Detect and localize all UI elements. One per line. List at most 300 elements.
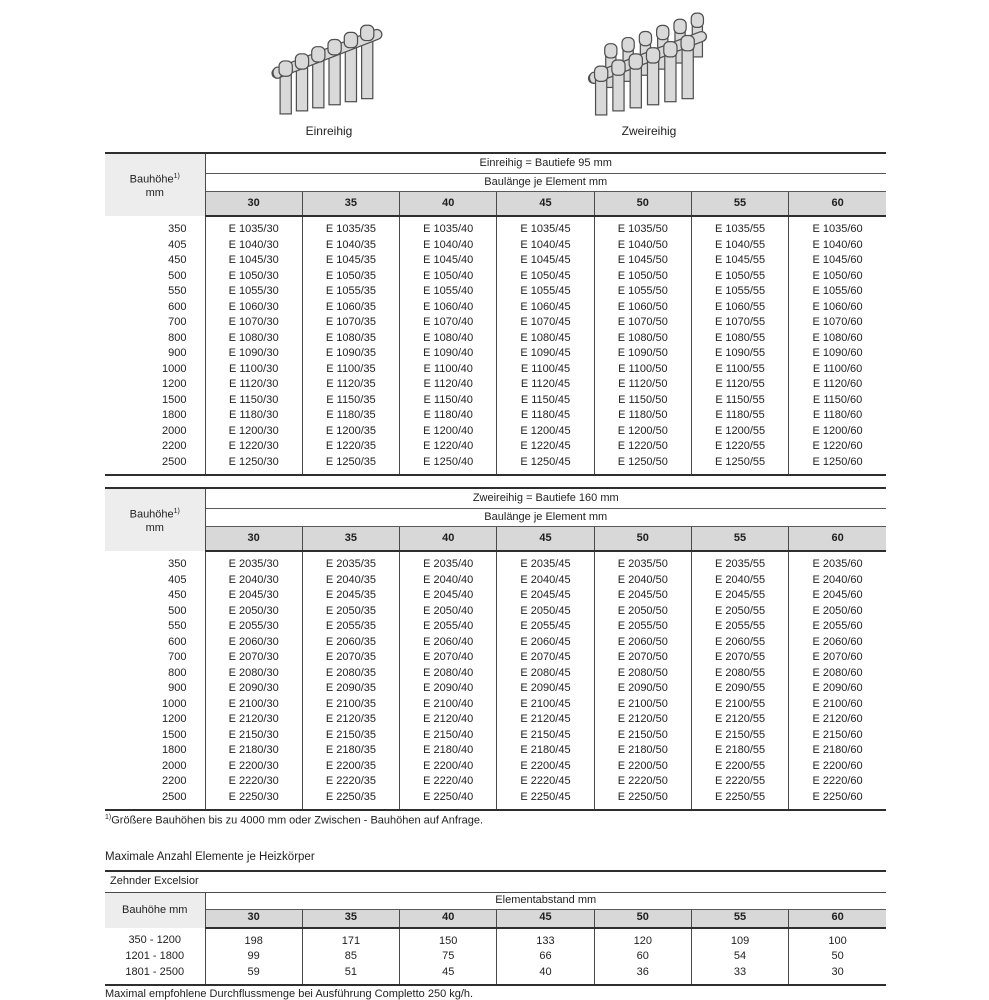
value-cell: 36 [594, 965, 691, 986]
table-title: Einreihig = Bautiefe 95 mm [205, 153, 886, 174]
row-height-label: 800 [168, 666, 187, 679]
value-cell: E 2220/50 [594, 774, 691, 790]
value-cell: E 2040/55 [691, 573, 788, 589]
zweireihig-table [105, 487, 886, 811]
value-cell: E 1220/45 [497, 439, 594, 455]
value-cell: E 1045/30 [205, 253, 302, 269]
row-height-label: 1500 [162, 393, 187, 406]
value-cell: E 1055/45 [497, 284, 594, 300]
row-height-label: 2500 [162, 790, 187, 803]
value-cell: E 1250/35 [302, 455, 399, 476]
footnote-text: Größere Bauhöhen bis zu 4000 mm oder Zwischen - Bauhöhen auf Anfrage. [111, 814, 484, 827]
row-height-label: 800 [168, 331, 187, 344]
bauhoehe-label: Bauhöhe [129, 173, 174, 186]
value-cell: E 1035/55 [691, 216, 788, 238]
value-cell: E 2070/35 [302, 650, 399, 666]
value-cell: E 2035/55 [691, 551, 788, 573]
row-height-label: 1200 [162, 378, 187, 390]
footnote-marker: 1) [173, 507, 180, 515]
column-header: 35 [302, 192, 399, 217]
value-cell: E 1035/30 [205, 216, 302, 238]
value-cell: E 2220/60 [789, 774, 886, 790]
value-cell: E 2150/40 [400, 728, 497, 744]
footnote [105, 814, 886, 827]
value-cell: E 2200/40 [400, 759, 497, 775]
table-row [105, 424, 886, 440]
value-cell: 33 [691, 965, 788, 986]
value-cell: E 1080/35 [302, 331, 399, 347]
value-cell: 51 [302, 965, 399, 986]
value-cell: E 2200/45 [497, 759, 594, 775]
value-cell: E 1090/60 [789, 346, 886, 362]
value-cell: E 1045/35 [302, 253, 399, 269]
value-cell: E 1080/40 [400, 331, 497, 347]
table-row [105, 928, 886, 950]
value-cell: E 1070/30 [205, 315, 302, 331]
value-cell: E 1080/60 [789, 331, 886, 347]
table-row [105, 408, 886, 424]
value-cell: E 1150/60 [789, 393, 886, 409]
column-header: 30 [205, 909, 302, 928]
value-cell: E 2100/55 [691, 697, 788, 713]
value-cell: 99 [205, 949, 302, 965]
value-cell: E 2150/45 [497, 728, 594, 744]
value-cell: E 1040/30 [205, 238, 302, 254]
value-cell: E 2050/45 [497, 604, 594, 620]
value-cell: E 1055/50 [594, 284, 691, 300]
value-cell: E 2200/55 [691, 759, 788, 775]
column-header-row [105, 192, 886, 217]
value-cell: 133 [497, 928, 594, 950]
value-cell: E 1070/45 [497, 315, 594, 331]
value-cell: E 1200/40 [400, 424, 497, 440]
row-height-label: 450 [168, 254, 187, 266]
value-cell: E 2150/30 [205, 728, 302, 744]
value-cell: E 2120/30 [205, 712, 302, 728]
row-height-label: 2500 [162, 455, 187, 468]
value-cell: E 1200/55 [691, 424, 788, 440]
bauhoehe-corner-cell [105, 488, 205, 551]
value-cell: E 1045/45 [497, 253, 594, 269]
row-height-label: 350 - 1200 [128, 934, 182, 947]
value-cell: E 1090/50 [594, 346, 691, 362]
row-height-label: 2200 [162, 775, 187, 787]
value-cell: E 1180/55 [691, 408, 788, 424]
column-header: 45 [497, 192, 594, 217]
value-cell: E 1150/30 [205, 393, 302, 409]
value-cell: E 2050/30 [205, 604, 302, 620]
table-row [105, 551, 886, 573]
value-cell: E 2040/35 [302, 573, 399, 589]
table-row [105, 253, 886, 269]
value-cell: E 1150/35 [302, 393, 399, 409]
value-cell: E 2060/60 [789, 635, 886, 651]
value-cell: E 1150/40 [400, 393, 497, 409]
value-cell: 198 [205, 928, 302, 950]
value-cell: E 2120/35 [302, 712, 399, 728]
flow-note: Maximal empfohlene Durchflussmenge bei Ausführung Completto 250 kg/h. [105, 988, 474, 1000]
value-cell: E 1040/35 [302, 238, 399, 254]
value-cell: E 2120/55 [691, 712, 788, 728]
value-cell: E 2090/30 [205, 681, 302, 697]
table-row [105, 377, 886, 393]
single-row-label: Einreihig [305, 124, 353, 138]
double-row-radiator-icon [583, 5, 715, 118]
value-cell: 45 [400, 965, 497, 986]
value-cell: E 1250/60 [789, 455, 886, 476]
row-height-label: 600 [168, 635, 187, 648]
value-cell: E 2250/50 [594, 790, 691, 811]
value-cell: E 1090/30 [205, 346, 302, 362]
einreihig-table [105, 152, 886, 476]
column-header: 35 [302, 909, 399, 928]
value-cell: E 2080/50 [594, 666, 691, 682]
value-cell: E 1040/55 [691, 238, 788, 254]
value-cell: E 2250/30 [205, 790, 302, 811]
value-cell: E 2040/50 [594, 573, 691, 589]
table-row [105, 331, 886, 347]
bauhoehe-unit: mm [145, 187, 164, 200]
value-cell: E 2055/45 [497, 619, 594, 635]
value-cell: E 1070/35 [302, 315, 399, 331]
value-cell: E 2050/40 [400, 604, 497, 620]
value-cell: E 2100/45 [497, 697, 594, 713]
value-cell: E 2070/50 [594, 650, 691, 666]
value-cell: E 1100/50 [594, 362, 691, 378]
value-cell: E 2220/45 [497, 774, 594, 790]
table-row [105, 269, 886, 285]
bauhoehe-unit: mm [145, 522, 164, 535]
table-row [105, 439, 886, 455]
table-row [105, 216, 886, 238]
table-row [105, 455, 886, 476]
value-cell: E 1060/50 [594, 300, 691, 316]
value-cell: E 2050/50 [594, 604, 691, 620]
max-elements-table-body [105, 928, 886, 986]
value-cell: E 1200/35 [302, 424, 399, 440]
value-cell: E 2100/60 [789, 697, 886, 713]
value-cell: E 1180/60 [789, 408, 886, 424]
column-header: 35 [302, 527, 399, 552]
value-cell: E 2080/40 [400, 666, 497, 682]
column-header: 40 [400, 527, 497, 552]
section-heading: Maximale Anzahl Elemente je Heizkörper [105, 850, 315, 863]
value-cell: E 1180/40 [400, 408, 497, 424]
table-row [105, 619, 886, 635]
value-cell: E 1090/55 [691, 346, 788, 362]
value-cell: E 2180/50 [594, 743, 691, 759]
row-height-label: 500 [168, 604, 187, 617]
column-header: 60 [789, 192, 886, 217]
value-cell: E 2040/60 [789, 573, 886, 589]
value-cell: E 1050/35 [302, 269, 399, 285]
bauhoehe-corner-cell [105, 153, 205, 216]
value-cell: E 1150/55 [691, 393, 788, 409]
value-cell: E 2090/40 [400, 681, 497, 697]
value-cell: 75 [400, 949, 497, 965]
table-row [105, 588, 886, 604]
value-cell: E 2200/60 [789, 759, 886, 775]
table-row [105, 743, 886, 759]
value-cell: 100 [789, 928, 886, 950]
value-cell: E 2040/45 [497, 573, 594, 589]
value-cell: E 2045/50 [594, 588, 691, 604]
value-cell: E 2120/50 [594, 712, 691, 728]
value-cell: E 2080/60 [789, 666, 886, 682]
table-row [105, 635, 886, 651]
value-cell: E 1200/50 [594, 424, 691, 440]
value-cell: E 2060/55 [691, 635, 788, 651]
datasheet-page [105, 0, 886, 1000]
single-row-radiator-icon [263, 10, 395, 118]
value-cell: E 1050/60 [789, 269, 886, 285]
value-cell: 109 [691, 928, 788, 950]
value-cell: E 1220/55 [691, 439, 788, 455]
value-cell: E 2200/50 [594, 759, 691, 775]
value-cell: E 2070/40 [400, 650, 497, 666]
value-cell: E 1220/40 [400, 439, 497, 455]
value-cell: E 2100/50 [594, 697, 691, 713]
value-cell: E 2055/50 [594, 619, 691, 635]
value-cell: E 2180/30 [205, 743, 302, 759]
value-cell: E 2220/30 [205, 774, 302, 790]
row-height-label: 450 [168, 589, 187, 601]
value-cell: E 2250/35 [302, 790, 399, 811]
value-cell: E 1070/50 [594, 315, 691, 331]
value-cell: E 2120/45 [497, 712, 594, 728]
value-cell: E 2120/40 [400, 712, 497, 728]
row-height-label: 2000 [162, 424, 187, 437]
value-cell: E 1035/35 [302, 216, 399, 238]
value-cell: E 1200/60 [789, 424, 886, 440]
value-cell: E 1050/55 [691, 269, 788, 285]
value-cell: E 2090/60 [789, 681, 886, 697]
column-header: 30 [205, 527, 302, 552]
value-cell: E 2120/60 [789, 712, 886, 728]
value-cell: 66 [497, 949, 594, 965]
value-cell: E 1120/35 [302, 377, 399, 393]
row-height-label: 1801 - 2500 [125, 965, 185, 978]
value-cell: E 1045/55 [691, 253, 788, 269]
value-cell: E 2150/55 [691, 728, 788, 744]
value-cell: E 1250/40 [400, 455, 497, 476]
table-row [105, 759, 886, 775]
value-cell: E 1100/60 [789, 362, 886, 378]
row-height-label: 405 [168, 238, 187, 251]
value-cell: E 1055/55 [691, 284, 788, 300]
value-cell: E 2090/50 [594, 681, 691, 697]
row-height-label: 1200 [162, 713, 187, 725]
column-header: 55 [691, 909, 788, 928]
einreihig-table-body [105, 216, 886, 475]
value-cell: E 2045/60 [789, 588, 886, 604]
column-header: 50 [594, 909, 691, 928]
value-cell: E 1100/40 [400, 362, 497, 378]
value-cell: E 1040/60 [789, 238, 886, 254]
single-row-diagram [263, 10, 395, 138]
value-cell: E 2055/40 [400, 619, 497, 635]
value-cell: E 2070/60 [789, 650, 886, 666]
value-cell: E 1055/40 [400, 284, 497, 300]
value-cell: E 2050/35 [302, 604, 399, 620]
value-cell: E 1050/45 [497, 269, 594, 285]
value-cell: E 1200/45 [497, 424, 594, 440]
value-cell: 150 [400, 928, 497, 950]
value-cell: E 2250/55 [691, 790, 788, 811]
row-height-label: 900 [168, 682, 187, 694]
value-cell: E 1040/50 [594, 238, 691, 254]
row-height-label: 1800 [162, 409, 187, 421]
column-header: 30 [205, 192, 302, 217]
value-cell: E 1080/50 [594, 331, 691, 347]
row-height-label: 900 [168, 347, 187, 359]
value-cell: E 1070/60 [789, 315, 886, 331]
table-row [105, 238, 886, 254]
column-header: 55 [691, 527, 788, 552]
value-cell: E 1220/35 [302, 439, 399, 455]
value-cell: E 1180/35 [302, 408, 399, 424]
value-cell: E 1120/60 [789, 377, 886, 393]
value-cell: E 2060/45 [497, 635, 594, 651]
value-cell: 59 [205, 965, 302, 986]
value-cell: E 2180/45 [497, 743, 594, 759]
value-cell: E 2035/50 [594, 551, 691, 573]
table-row [105, 949, 886, 965]
value-cell: E 1090/35 [302, 346, 399, 362]
value-cell: E 2070/45 [497, 650, 594, 666]
table-row [105, 346, 886, 362]
value-cell: E 1100/35 [302, 362, 399, 378]
value-cell: E 1055/35 [302, 284, 399, 300]
footnote-marker: 1) [105, 814, 112, 821]
column-header: 55 [691, 192, 788, 217]
table-row [105, 728, 886, 744]
value-cell: E 2200/30 [205, 759, 302, 775]
value-cell: E 2150/60 [789, 728, 886, 744]
table-row [105, 604, 886, 620]
value-cell: E 1045/40 [400, 253, 497, 269]
value-cell: E 2220/35 [302, 774, 399, 790]
value-cell: E 1035/40 [400, 216, 497, 238]
value-cell: E 2045/30 [205, 588, 302, 604]
value-cell: E 1220/30 [205, 439, 302, 455]
column-header-row [105, 527, 886, 552]
double-row-label: Zweireihig [621, 124, 677, 138]
value-cell: 60 [594, 949, 691, 965]
column-header: 60 [789, 527, 886, 552]
row-height-label: 2200 [162, 440, 187, 452]
row-height-label: 700 [168, 316, 187, 328]
table-row [105, 573, 886, 589]
value-cell: E 2040/40 [400, 573, 497, 589]
value-cell: E 2040/30 [205, 573, 302, 589]
value-cell: E 1120/50 [594, 377, 691, 393]
value-cell: E 2080/30 [205, 666, 302, 682]
value-cell: E 2090/45 [497, 681, 594, 697]
value-cell: E 2055/60 [789, 619, 886, 635]
value-cell: E 2060/35 [302, 635, 399, 651]
value-cell: E 1035/45 [497, 216, 594, 238]
column-header: 45 [497, 909, 594, 928]
value-cell: E 2060/40 [400, 635, 497, 651]
value-cell: E 2090/35 [302, 681, 399, 697]
value-cell: E 1050/30 [205, 269, 302, 285]
table-row [105, 362, 886, 378]
value-cell: E 1120/55 [691, 377, 788, 393]
value-cell: E 2180/55 [691, 743, 788, 759]
value-cell: E 2055/30 [205, 619, 302, 635]
table-subtitle: Baulänge je Element mm [205, 174, 886, 192]
value-cell: E 2035/45 [497, 551, 594, 573]
value-cell: E 1080/55 [691, 331, 788, 347]
row-height-label: 350 [168, 557, 187, 570]
value-cell: E 2035/40 [400, 551, 497, 573]
value-cell: E 1060/30 [205, 300, 302, 316]
elementabstand-header: Elementabstand mm [205, 892, 886, 909]
value-cell: E 1090/45 [497, 346, 594, 362]
value-cell: E 1150/45 [497, 393, 594, 409]
diagram-header [105, 0, 886, 152]
value-cell: E 1060/35 [302, 300, 399, 316]
value-cell: E 1150/50 [594, 393, 691, 409]
value-cell: E 1055/30 [205, 284, 302, 300]
value-cell: E 1050/50 [594, 269, 691, 285]
value-cell: 54 [691, 949, 788, 965]
value-cell: E 1250/50 [594, 455, 691, 476]
value-cell: E 2250/45 [497, 790, 594, 811]
row-height-label: 1000 [162, 697, 187, 710]
value-cell: E 2070/55 [691, 650, 788, 666]
table-subtitle: Baulänge je Element mm [205, 509, 886, 527]
value-cell: E 1220/50 [594, 439, 691, 455]
value-cell: E 1040/40 [400, 238, 497, 254]
value-cell: E 1120/40 [400, 377, 497, 393]
value-cell: E 1120/45 [497, 377, 594, 393]
row-height-label: 405 [168, 573, 187, 586]
table-row [105, 774, 886, 790]
value-cell: E 1070/55 [691, 315, 788, 331]
row-height-label: 500 [168, 269, 187, 282]
value-cell: E 2035/60 [789, 551, 886, 573]
value-cell: E 2250/40 [400, 790, 497, 811]
max-elements-table [105, 870, 886, 987]
value-cell: E 1180/45 [497, 408, 594, 424]
bauhoehe-corner-cell: Bauhöhe mm [105, 892, 205, 928]
value-cell: E 1055/60 [789, 284, 886, 300]
value-cell: E 2200/35 [302, 759, 399, 775]
value-cell: E 2220/40 [400, 774, 497, 790]
value-cell: E 1035/60 [789, 216, 886, 238]
value-cell: E 1250/45 [497, 455, 594, 476]
value-cell: E 1220/60 [789, 439, 886, 455]
row-height-label: 600 [168, 300, 187, 313]
table-row [105, 666, 886, 682]
value-cell: E 2070/30 [205, 650, 302, 666]
value-cell: E 2150/50 [594, 728, 691, 744]
table-row [105, 965, 886, 986]
value-cell: E 2060/30 [205, 635, 302, 651]
value-cell: E 2080/45 [497, 666, 594, 682]
value-cell: E 2100/35 [302, 697, 399, 713]
row-height-label: 1800 [162, 744, 187, 756]
value-cell: E 1100/45 [497, 362, 594, 378]
value-cell: E 1060/45 [497, 300, 594, 316]
value-cell: E 2045/35 [302, 588, 399, 604]
row-height-label: 1201 - 1800 [125, 950, 185, 963]
table-row [105, 650, 886, 666]
value-cell: 120 [594, 928, 691, 950]
value-cell: E 2150/35 [302, 728, 399, 744]
